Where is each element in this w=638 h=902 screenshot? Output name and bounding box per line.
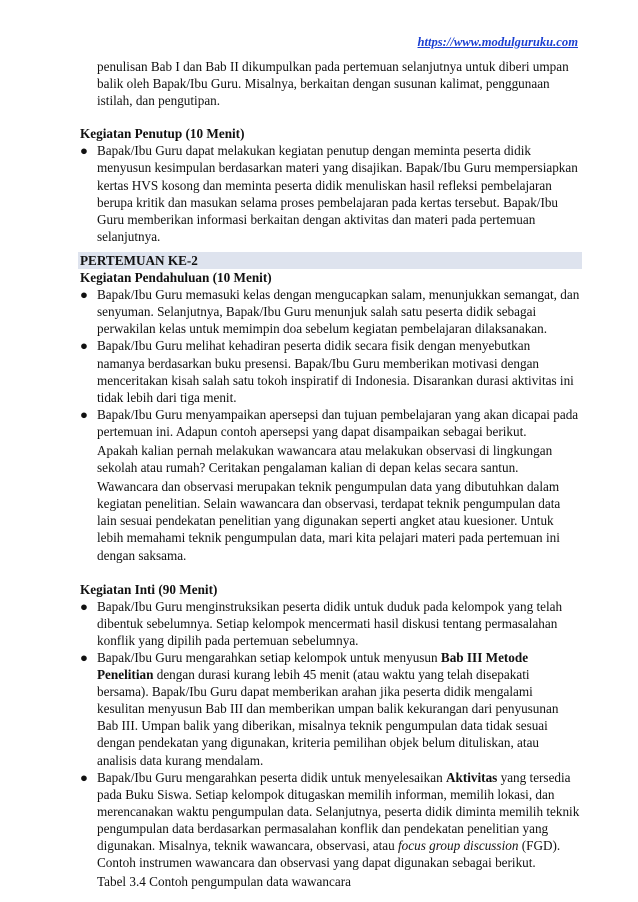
inti-list: [80, 598, 580, 891]
aktivitas-bold: Aktivitas: [446, 769, 498, 785]
bullet-icon: ●: [80, 287, 88, 303]
bullet-icon: ●: [80, 650, 88, 665]
penutup-list: [80, 142, 580, 245]
inti-item-text: Bapak/Ibu Guru menginstruksikan peserta didik untuk duduk pada kelompok yang telah dibentuk sebelumnya. Setiap kelompok mencermati hasil diskusi tentang permasalahan konflik yang dipilih pada pertemuan sebelumnya.: [97, 598, 563, 648]
list-item: [80, 286, 580, 337]
list-item: [80, 769, 580, 891]
inti-item-text: yang tersedia pada Buku Siswa. Setiap kelompok ditugaskan memilih informan, memilih lokasi, dan merencanakan waktu pengumpulan data. Selanjutnya, peserta didik diminta memilih teknik pengumpulan data berdasarkan permasalahan konflik dan pendekatan penelitian yang digunakan. Misalnya, teknik wawancara, observasi, atau: [97, 769, 580, 854]
pendahuluan-heading: Kegiatan Pendahuluan (10 Menit): [80, 270, 272, 286]
pertemuan-2-title: PERTEMUAN KE-2: [78, 252, 582, 269]
table-caption: Tabel 3.4 Contoh pengumpulan data wawancara: [97, 874, 351, 890]
pendahuluan-item-text: Bapak/Ibu Guru memasuki kelas dengan mengucapkan salam, menunjukkan semangat, dan senyuman. Selanjutnya, Bapak/Ibu Guru menunjuk salah satu peserta didik sebagai perwakilan kelas untuk memimpin doa sebelum kegiatan pembelajaran dilaksanakan.: [97, 287, 580, 337]
bullet-icon: ●: [80, 598, 88, 614]
apersepsi-question: Apakah kalian pernah melakukan wawancara atau melakukan observasi di lingkungan sekolah atau rumah? Ceritakan pengalaman kalian di depan kelas secara santun.: [97, 442, 553, 476]
pendahuluan-item-text: Bapak/Ibu Guru melihat kehadiran peserta didik secara fisik dengan menyebutkan namanya berdasarkan buku presensi. Bapak/Ibu Guru memberikan motivasi dengan menceritakan kisah salah satu tokoh inspiratif di Indonesia. Disarankan durasi aktivitas ini tidak lebih dari tiga menit.: [97, 338, 574, 405]
bullet-icon: ●: [80, 406, 88, 422]
penutup-item-text: Bapak/Ibu Guru dapat melakukan kegiatan penutup dengan meminta peserta didik menyusun kesimpulan berdasarkan materi yang disajikan. Bapak/Ibu Guru mempersiapkan kertas HVS kosong dan meminta peserta didik menuliskan hasil refleksi pembelajaran berupa kritik dan masukan selama proses pembelajaran pada kertas tersebut. Bapak/Ibu Guru memberikan informasi berkaitan dengan aktivitas dan materi pada pertemuan selanjutnya.: [97, 143, 578, 244]
bullet-icon: ●: [80, 769, 88, 785]
inti-item-text: dengan durasi kurang lebih 45 menit (atau waktu yang telah disepakati bersama). Bapak/Ibu Guru dapat memberikan arahan jika peserta didik mengalami kesulitan menyusun Bab III dan memberikan umpan balik kekurangan dari penyusunan Bab III. Umpan balik yang diberikan, misalnya teknik pengumpulan data tidak sesuai dengan pendekatan yang digunakan, kriteria pemilihan objek belum dituliskan, atau analisis data kurang mendalam.: [97, 667, 559, 768]
list-item: [80, 598, 580, 649]
apersepsi-explanation: Wawancara dan observasi merupakan teknik pengumpulan data yang dibutuhkan dalam kegiatan penelitian. Selain wawancara dan observasi, terdapat teknik pengumpulan data lain sesuai pendekatan penelitian yang digunakan seperti angket atau kuesioner. Untuk lebih memahami teknik pengumpulan data, mari kita pelajari materi pada pertemuan ini dengan saksama.: [97, 479, 561, 563]
page-content: [80, 58, 580, 890]
inti-heading: Kegiatan Inti (90 Menit): [80, 581, 218, 597]
fgd-italic: focus group discussion: [398, 838, 519, 854]
header-url-link[interactable]: https://www.modulguruku.com: [417, 35, 578, 49]
list-item: [80, 406, 580, 564]
inti-item-text: Bapak/Ibu Guru mengarahkan peserta didik untuk menyelesaikan: [97, 769, 446, 785]
list-item: [80, 142, 580, 245]
bab-iii-bold: Bab III Metode Penelitian: [97, 650, 529, 683]
bullet-icon: ●: [80, 143, 88, 159]
continued-paragraph: penulisan Bab I dan Bab II dikumpulkan pada pertemuan selanjutnya untuk diberi umpan balik oleh Bapak/Ibu Guru. Misalnya, berkaitan dengan susunan kalimat, penggunaan istilah, dan pengutipan.: [97, 59, 569, 109]
pendahuluan-item-text: Bapak/Ibu Guru menyampaikan apersepsi dan tujuan pembelajaran yang akan dicapai pada pertemuan ini. Adapun contoh apersepsi yang dapat disampaikan sebagai berikut.: [97, 406, 579, 439]
pendahuluan-list: [80, 286, 580, 564]
bullet-icon: ●: [80, 338, 88, 354]
list-item: [80, 337, 580, 405]
inti-item-text: Bapak/Ibu Guru mengarahkan setiap kelompok untuk menyusun: [97, 650, 441, 665]
list-item: [80, 649, 580, 769]
penutup-heading: Kegiatan Penutup (10 Menit): [80, 126, 245, 142]
inti-item-text: (FGD). Contoh instrumen wawancara dan observasi yang dapat digunakan sebagai berikut.: [97, 838, 561, 871]
